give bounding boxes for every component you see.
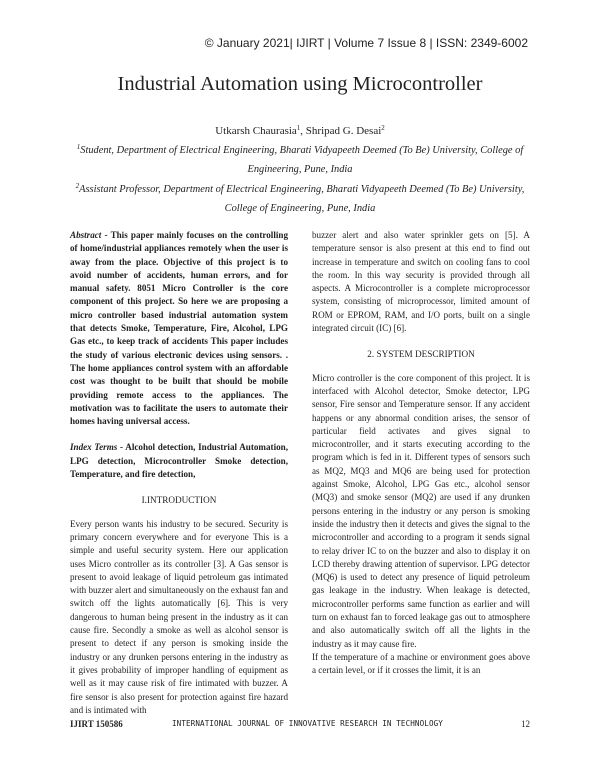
author-1: Utkarsh Chaurasia bbox=[215, 125, 297, 137]
abstract-text: - This paper mainly focuses on the controlling of home/industrial appliances remotely when the user is away from the place. Objective of this project is to avoid number of accidents, human errors, and for manual safety. 8051 Micro Controller is the core component of this project. So here we are proposing a micro controller based industrial automation system that detects Smoke, Temperature, Fire, Alcohol, LPG Gas etc., to keep track of accidents This paper includes the study of various electronic devices using sensors. . The home appliances control system with an affordable cost was thought to be built that should be mobile providing remote access to the appliances. The motivation was to facilitate the users to automate their homes having universal access. bbox=[70, 230, 288, 427]
affiliation-1 bbox=[70, 141, 530, 179]
system-description-paragraph-1: Micro controller is the core component of this project. It is interfaced with Alcohol detector, Smoke detector, LPG sensor, Fire sensor and Temperature sensor. If any accident happens or any abnormal condition arises, the sensor of particular field activates and gives signal to microcontroller, and it starts executing according to the program which is fed in it. Different types of sensors such as MQ2, MQ3 and MQ6 are being used for protection against Smoke, Alcohol, LPG Gas etc., alcohol sensor (MQ3) and smoke sensor (MQ2) are used if any drunken persons entering in the industry or any person is smoking inside the industry then it detects and gives the signal to the microcontroller and according to a program it sends signal to relay driver IC to on the buzzer and also to display it on LCD thereby drawing attention of supervisor. LPG detector (MQ6) is used to detect any presence of liquid petroleum gas leakage in the industry. When leakage is detected, microcontroller performs same function as earlier and will turn on exhaust fan to forced leakage gas out to atmosphere and also automatically switch off all the lights in the industry as it may cause fire. bbox=[312, 372, 530, 649]
abstract bbox=[70, 229, 288, 428]
affiliation-2-mark: 2 bbox=[75, 182, 80, 190]
affiliation-2-text: Assistant Professor, Department of Electrical Engineering, Bharati Vidyapeeth Deemed (To Be) University, College of Engineering, Pune, India bbox=[79, 184, 525, 214]
page-number: 12 bbox=[521, 719, 530, 729]
page-footer bbox=[70, 719, 530, 733]
introduction-continuation: buzzer alert and also water sprinkler gets on [5]. A temperature sensor is also present at this end to find out increase in temperature and switch on cooling fans to cool the room. In this way security is provided through all aspects. A Microcontroller is a complete microprocessor system, consisting of microprocessor, limited amount of ROM or EPROM, RAM, and I/O ports, built on a single integrated circuit (IC) [6]. bbox=[312, 230, 530, 334]
footer-journal-name: INTERNATIONAL JOURNAL OF INNOVATIVE RESEARCH IN TECHNOLOGY bbox=[172, 719, 443, 728]
affiliation-1-mark: 1 bbox=[76, 143, 81, 151]
author-1-affiliation-mark: 1 bbox=[296, 124, 301, 132]
index-terms-label: Index Terms bbox=[70, 442, 118, 453]
left-column bbox=[70, 229, 288, 717]
abstract-label: Abstract bbox=[70, 230, 102, 240]
journal-header: © January 2021| IJIRT | Volume 7 Issue 8 | ISSN: 2349-6002 bbox=[204, 36, 528, 50]
author-separator: , bbox=[300, 125, 306, 137]
index-terms bbox=[70, 441, 288, 481]
author-2: Shripad G. Desai bbox=[305, 125, 382, 137]
index-terms-text: - Alcohol detection, Industrial Automation, LPG detection, Microcontroller Smoke detection, Temperature, and fire detection, bbox=[70, 442, 288, 480]
footer-paper-id: IJIRT 150586 bbox=[70, 719, 123, 729]
affiliation-2 bbox=[70, 180, 530, 218]
right-column bbox=[312, 229, 530, 678]
system-description-paragraph-2: If the temperature of a machine or environment goes above a certain level, or if it crosses the limit, it is an bbox=[312, 651, 530, 676]
paper-title: Industrial Automation using Microcontroller bbox=[117, 73, 483, 95]
author-line bbox=[0, 125, 600, 137]
author-2-affiliation-mark: 2 bbox=[381, 124, 385, 132]
section-heading-system-description: 2. SYSTEM DESCRIPTION bbox=[367, 349, 475, 360]
affiliation-1-text: Student, Department of Electrical Engineering, Bharati Vidyapeeth Deemed (To Be) University, College of Engineering, Pune, India bbox=[80, 145, 524, 175]
introduction-paragraph: Every person wants his industry to be secured. Security is primary concern everywhere and for everyone This is a simple and useful security system. Here our application uses Micro controller as its controller [3]. A Gas sensor is present to avoid leakage of liquid petroleum gas intimated with buzzer alert and simultaneously on the exhaust fan and switch off the lights automatically [6]. This is very dangerous to human being present in the industry as it can cause fire. Secondly a smoke as well as alcohol sensor is present to detect if any person is smoking inside the industry or any drunken persons entering in the industry as it gives probability of improper handling of equipment as well as it may cause risk of fire intimated with buzzer. A fire sensor is also present for protection against fire hazard and is intimated with bbox=[70, 518, 288, 715]
section-heading-introduction: I.INTRODUCTION bbox=[141, 495, 217, 506]
